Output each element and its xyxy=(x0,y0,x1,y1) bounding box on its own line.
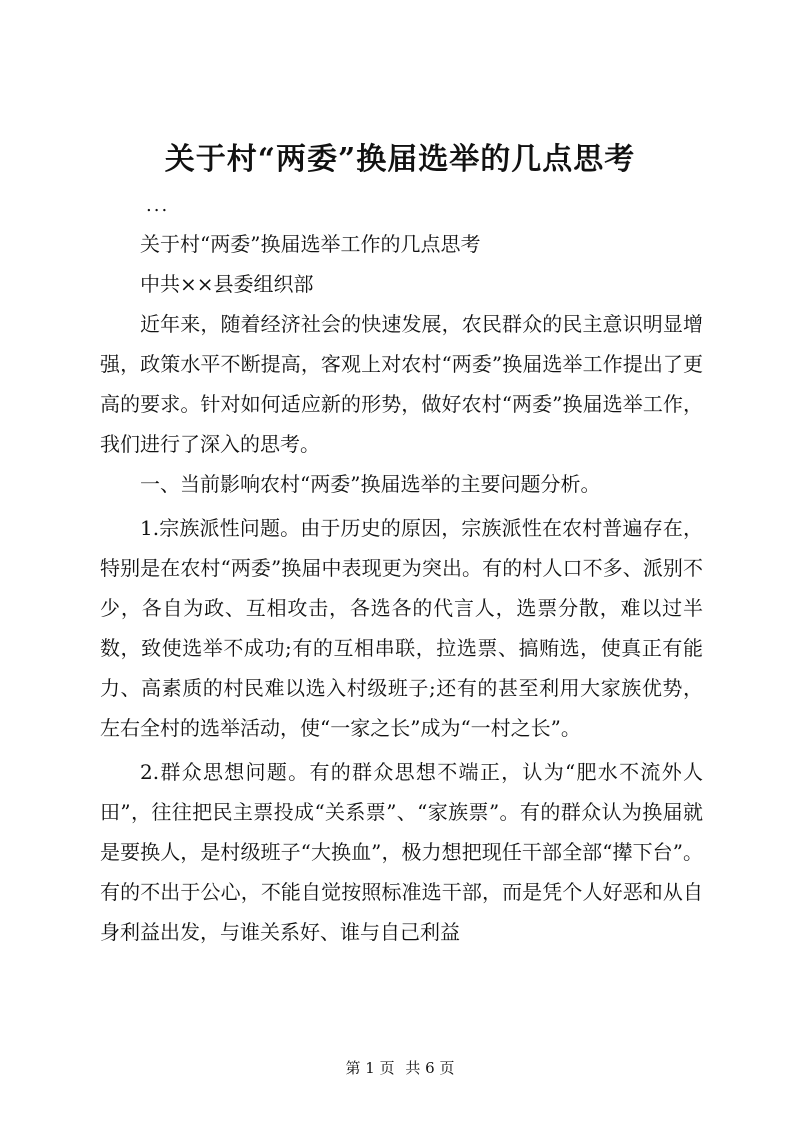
author-paragraph: 中共××县委组织部 xyxy=(140,272,314,296)
intro-paragraph: 近年来，随着经济社会的快速发展，农民群众的民主意识明显增强，政策水平不断提高，客观上对农村“两委”换届选举工作提出了更高的要求。针对如何适应新的形势，做好农村“两委”换届选举工作，我们进行了深入的思考。 xyxy=(100,312,703,456)
subtitle-paragraph: 关于村“两委”换届选举工作的几点思考 xyxy=(140,232,481,256)
clan-issue-paragraph: 1.宗族派性问题。由于历史的原因，宗族派性在农村普遍存在，特别是在农村“两委”换届中表现更为突出。有的村人口不多、派别不少，各自为政、互相攻击，各选各的代言人，选票分散，难以过半数，致使选举不成功;有的互相串联，拉选票、搞贿选，使真正有能力、高素质的村民难以选入村级班子;还有的甚至利用大家族优势，左右全村的选举活动，使“一家之长”成为“一村之长”。 xyxy=(100,516,703,740)
page-number: 第 1 页 xyxy=(345,1059,395,1077)
document-body xyxy=(100,224,703,952)
section-heading-paragraph: 一、当前影响农村“两委”换届选举的主要问题分析。 xyxy=(140,472,601,496)
page-total: 共 6 页 xyxy=(405,1059,455,1077)
ellipsis-marker: ... xyxy=(146,195,170,216)
page-footer xyxy=(0,1058,800,1078)
document-title: 关于村“两委”换届选举的几点思考 xyxy=(164,142,636,177)
public-opinion-paragraph: 2.群众思想问题。有的群众思想不端正，认为“肥水不流外人田”，往往把民主票投成“关系票”、“家族票”。有的群众认为换届就是要换人，是村级班子“大换血”，极力想把现任干部全部“撵下台”。有的不出于公心，不能自觉按照标准选干部，而是凭个人好恶和从自身利益出发，与谁关系好、谁与自己利益 xyxy=(100,760,703,944)
